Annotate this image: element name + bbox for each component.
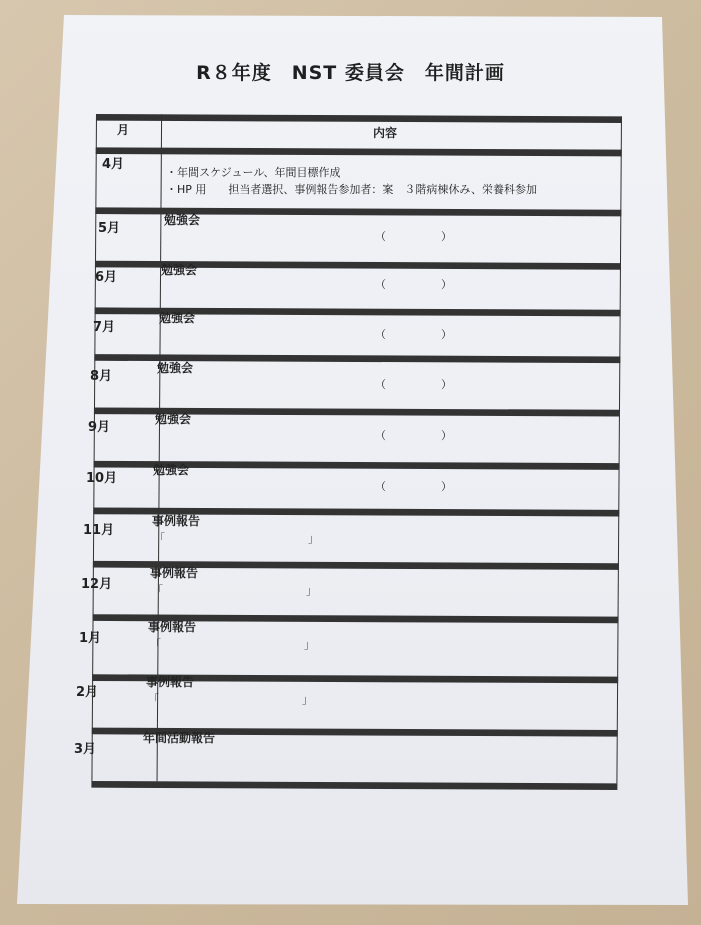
row-title: 事例報告 — [150, 566, 199, 580]
row-title: 年間活動報告 — [143, 731, 216, 745]
month-label: 8月 — [90, 369, 113, 384]
row-subtext: （ ） — [375, 378, 452, 391]
month-label: 10月 — [86, 471, 118, 486]
row-title: 事例報告 — [148, 620, 197, 634]
row-subtext: 「 」 — [150, 638, 315, 651]
month-label: 12月 — [81, 577, 113, 592]
row-title: 勉強会 — [153, 463, 190, 477]
header-month: 月 — [117, 123, 130, 137]
row-title: 勉強会 — [157, 361, 194, 375]
row-subtext: 「 」 — [154, 532, 319, 545]
row-subtext: （ ） — [375, 328, 452, 341]
row-subtext: （ ） — [375, 480, 452, 493]
month-label: 3月 — [74, 742, 97, 757]
row-subtext: （ ） — [375, 230, 452, 243]
header-content: 内容 — [373, 126, 398, 140]
month-label: 6月 — [95, 270, 118, 285]
row-content-line: ・HP 用 担当者選択、事例報告参加者：案 ３階病棟休み、栄養科参加 — [166, 183, 538, 196]
row-subtext: （ ） — [375, 278, 452, 291]
month-label: 9月 — [88, 420, 111, 435]
row-title: 事例報告 — [146, 675, 195, 689]
month-label: 1月 — [79, 631, 102, 646]
row-title: 勉強会 — [159, 311, 196, 325]
month-label: 4月 — [102, 157, 125, 172]
row-title: 勉強会 — [164, 213, 201, 227]
row-content-line: ・年間スケジュール、年間目標作成 — [166, 166, 341, 179]
row-subtext: （ ） — [375, 429, 452, 442]
row-title: 事例報告 — [152, 514, 201, 528]
row-title: 勉強会 — [155, 412, 192, 426]
month-label: 2月 — [76, 685, 99, 700]
row-subtext: 「 」 — [152, 584, 317, 597]
month-label: 5月 — [98, 221, 121, 236]
row-subtext: 「 」 — [148, 693, 313, 706]
row-title: 勉強会 — [161, 263, 198, 277]
page-title: R８年度 NST 委員会 年間計画 — [196, 62, 505, 84]
month-label: 7月 — [93, 320, 116, 335]
table-row-divider — [96, 147, 622, 153]
month-label: 11月 — [83, 523, 115, 538]
